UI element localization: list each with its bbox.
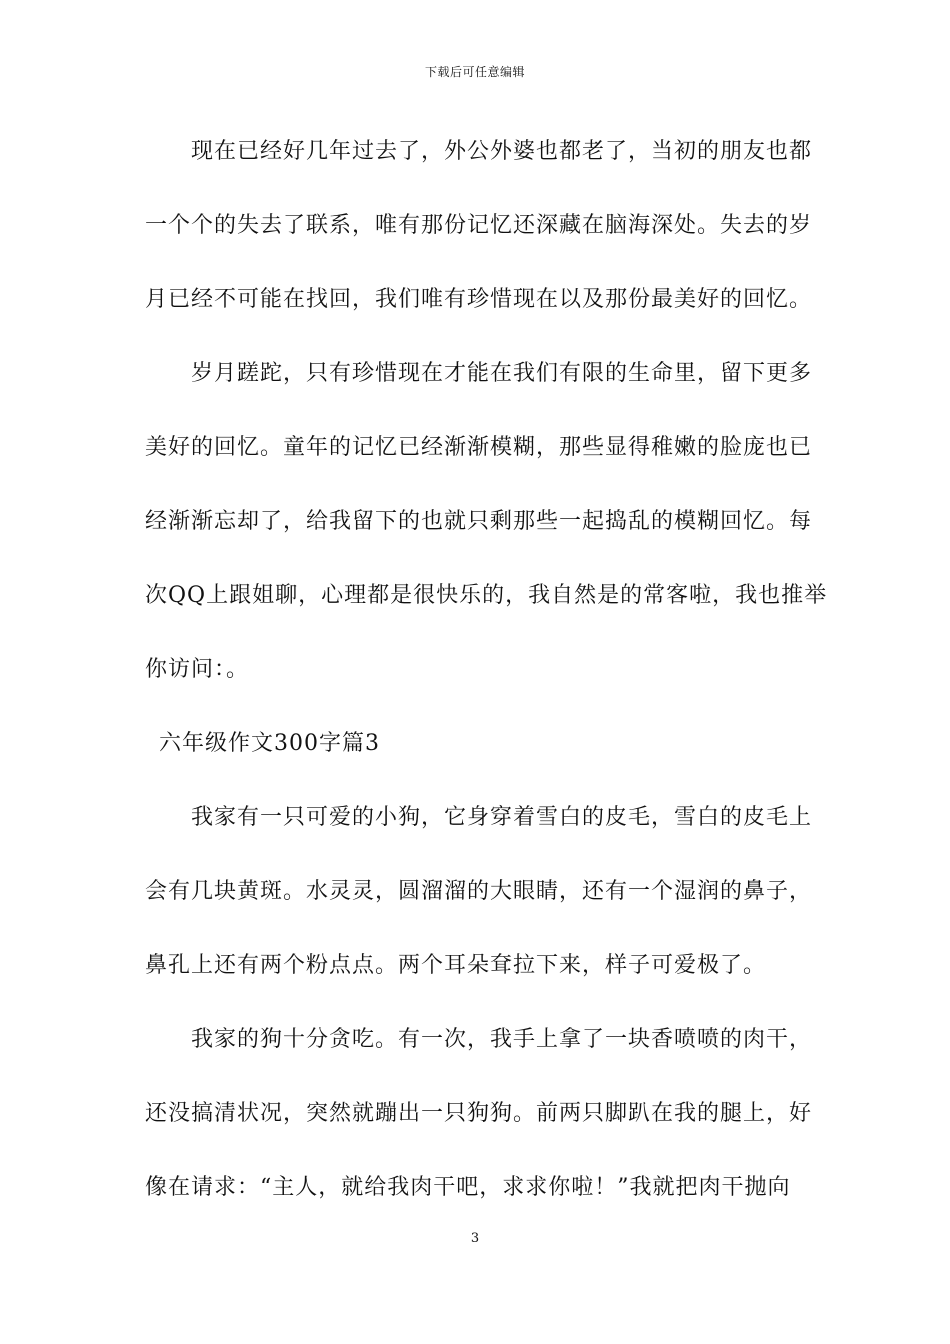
- text-line: 鼻孔上还有两个粉点点。两个耳朵耷拉下来，样子可爱极了。: [145, 953, 767, 978]
- text-line: 经渐渐忘却了，给我留下的也就只剩那些一起捣乱的模糊回忆。每: [145, 509, 813, 534]
- text-line: 月已经不可能在找回，我们唯有珍惜现在以及那份最美好的回忆。: [145, 287, 813, 312]
- text-line: 我家的狗十分贪吃。有一次，我手上拿了一块香喷喷的肉干，: [191, 1027, 813, 1052]
- section-heading: 六年级作文300字篇3: [159, 731, 380, 756]
- text-line: 岁月蹉跎，只有珍惜现在才能在我们有限的生命里，留下更多: [191, 361, 813, 386]
- text-line: 还没搞清状况，突然就蹦出一只狗狗。前两只脚趴在我的腿上，好: [145, 1101, 813, 1126]
- text-line: 我家有一只可爱的小狗，它身穿着雪白的皮毛，雪白的皮毛上: [191, 805, 813, 830]
- text-line: 像在请求：“主人，就给我肉干吧，求求你啦！”我就把肉干抛向: [145, 1175, 791, 1200]
- document-body: [145, 126, 828, 1236]
- text-line: 美好的回忆。童年的记忆已经渐渐模糊，那些显得稚嫩的脸庞也已: [145, 435, 813, 460]
- page-header: 下载后可任意编辑: [424, 65, 525, 79]
- text-line: 一个个的失去了联系，唯有那份记忆还深藏在脑海深处。失去的岁: [145, 213, 813, 238]
- text-line: 你访问：。: [145, 657, 250, 682]
- page-number: 3: [470, 1231, 480, 1246]
- text-line: 次QQ上跟姐聊，心理都是很快乐的，我自然是的常客啦，我也推举: [145, 583, 828, 608]
- text-line: 现在已经好几年过去了，外公外婆也都老了，当初的朋友也都: [191, 139, 813, 164]
- text-line: 会有几块黄斑。水灵灵，圆溜溜的大眼睛，还有一个湿润的鼻子，: [145, 879, 813, 904]
